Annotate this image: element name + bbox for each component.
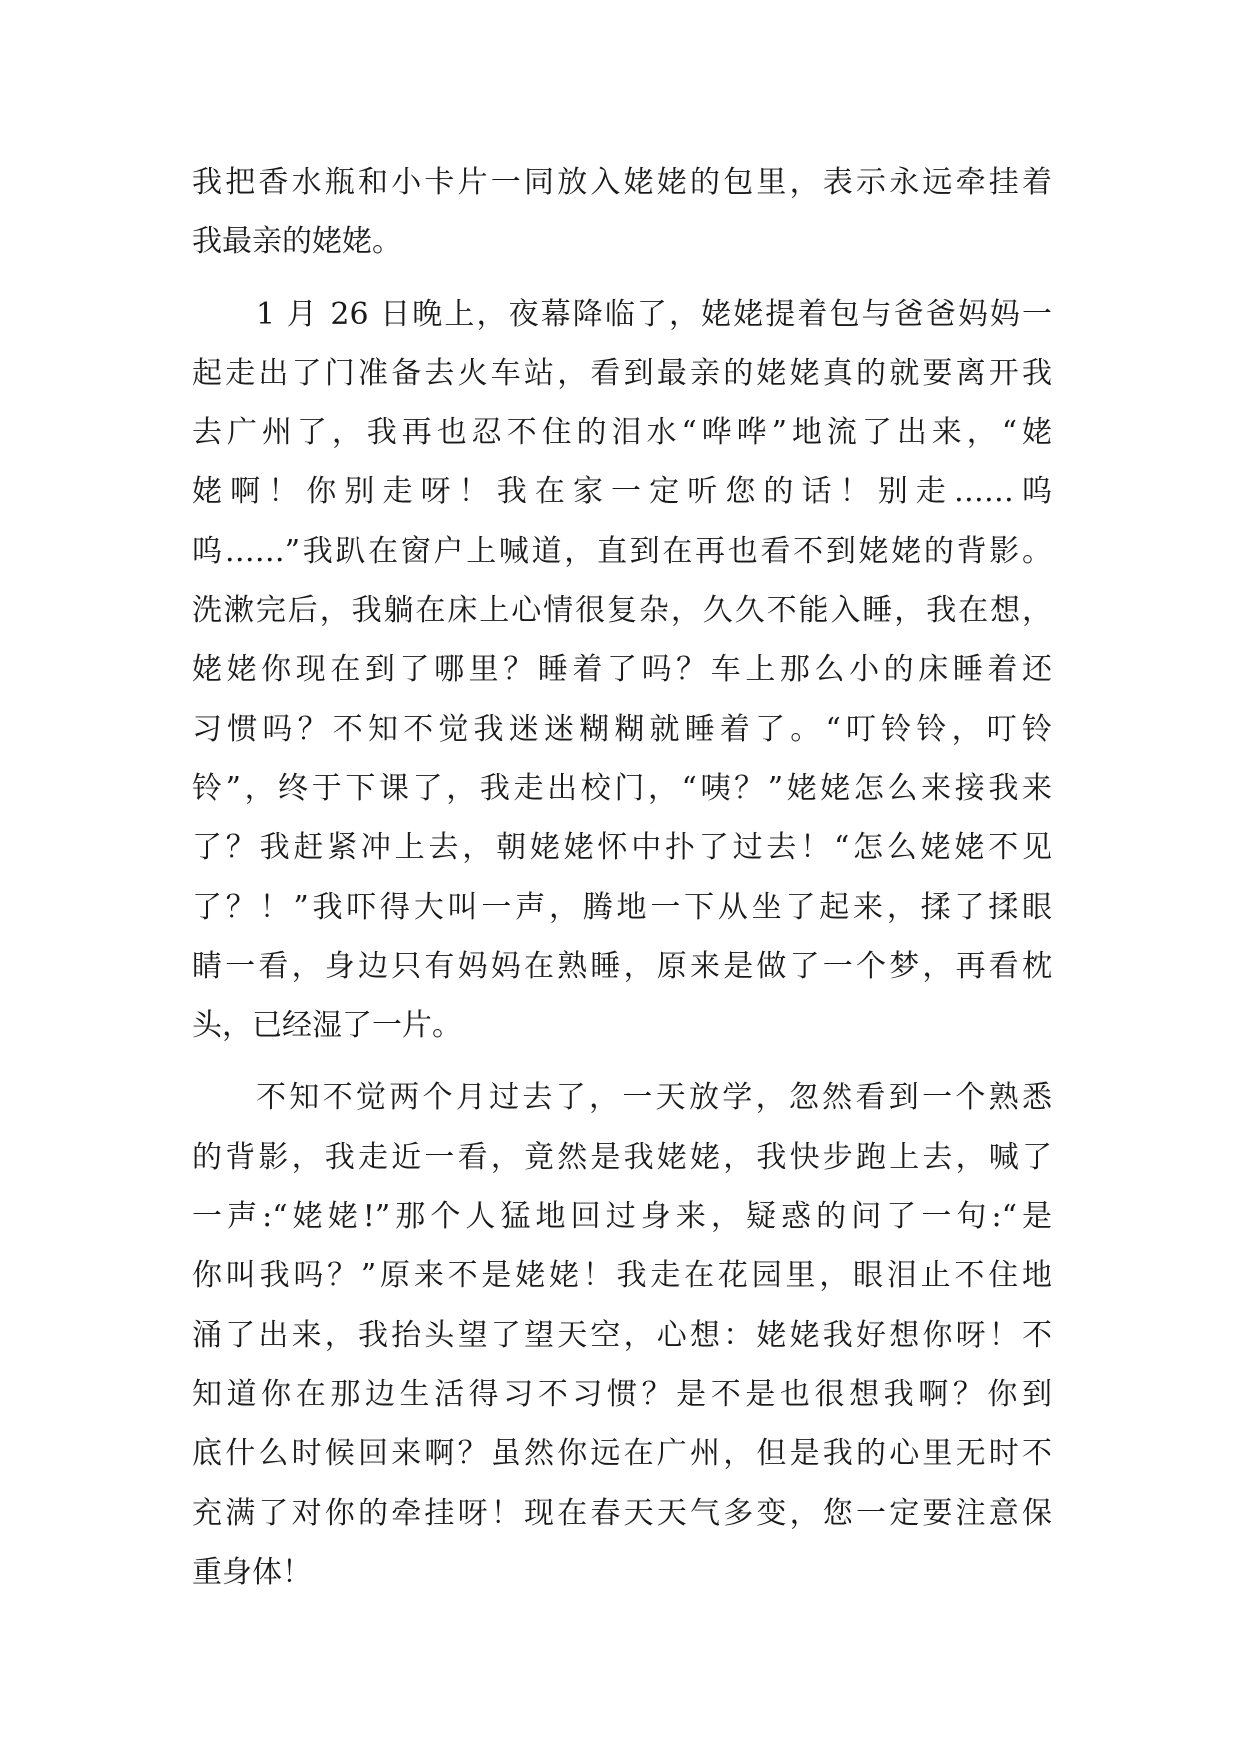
text-line: 涌了出来，我抬头望了望天空，心想：姥姥我好想你呀！不 <box>192 1317 1052 1353</box>
text-line: 底什么时候回来啊？虽然你远在广州，但是我的心里无时不 <box>192 1436 1052 1472</box>
text-line: 知道你在那边生活得习不习惯？是不是也很想我啊？你到 <box>192 1376 1052 1412</box>
text-line: 了？！”我吓得大叫一声，腾地一下从坐了起来，揉了揉眼 <box>192 889 1052 925</box>
text-line: 1 月 26 日晚上，夜幕降临了，姥姥提着包与爸爸妈妈一 <box>256 296 1052 332</box>
text-line: 不知不觉两个月过去了，一天放学，忽然看到一个熟悉 <box>256 1080 1052 1116</box>
text-line: 重身体！ <box>192 1554 312 1590</box>
text-line: 我最亲的姥姥。 <box>192 224 402 260</box>
text-line: 一声:“姥姥!”那个人猛地回过身来，疑惑的问了一句:“是 <box>192 1199 1052 1235</box>
paragraph <box>192 285 1052 1056</box>
text-line: 去广州了，我再也忍不住的泪水“哗哗”地流了出来，“姥 <box>192 415 1052 451</box>
text-line: 头，已经湿了一片。 <box>192 1008 462 1044</box>
text-line: 姥姥你现在到了哪里？睡着了吗？车上那么小的床睡着还 <box>192 652 1052 688</box>
text-line: 你叫我吗？”原来不是姥姥！我走在花园里，眼泪止不住地 <box>192 1258 1052 1294</box>
text-line: 睛一看，身边只有妈妈在熟睡，原来是做了一个梦，再看枕 <box>192 948 1052 984</box>
document-body <box>192 153 1052 1602</box>
text-line: 姥啊！你别走呀！我在家一定听您的话！别走……呜 <box>192 474 1052 510</box>
paragraph <box>192 153 1052 272</box>
text-line: 呜……”我趴在窗户上喊道，直到在再也看不到姥姥的背影。 <box>192 533 1052 569</box>
text-line: 的背影，我走近一看，竟然是我姥姥，我快步跑上去，喊了 <box>192 1139 1052 1175</box>
text-line: 了？我赶紧冲上去，朝姥姥怀中扑了过去！“怎么姥姥不见 <box>192 830 1052 866</box>
text-line: 充满了对你的牵挂呀！现在春天天气多变，您一定要注意保 <box>192 1495 1052 1531</box>
text-line: 铃”，终于下课了，我走出校门，“咦？”姥姥怎么来接我来 <box>192 770 1052 806</box>
text-line: 习惯吗？不知不觉我迷迷糊糊就睡着了。“叮铃铃，叮铃 <box>192 711 1052 747</box>
text-line: 洗漱完后，我躺在床上心情很复杂，久久不能入睡，我在想， <box>192 593 1052 629</box>
text-line: 我把香水瓶和小卡片一同放入姥姥的包里，表示永远牵挂着 <box>192 165 1052 200</box>
paragraph <box>192 1068 1052 1602</box>
text-line: 起走出了门准备去火车站，看到最亲的姥姥真的就要离开我 <box>192 355 1052 391</box>
